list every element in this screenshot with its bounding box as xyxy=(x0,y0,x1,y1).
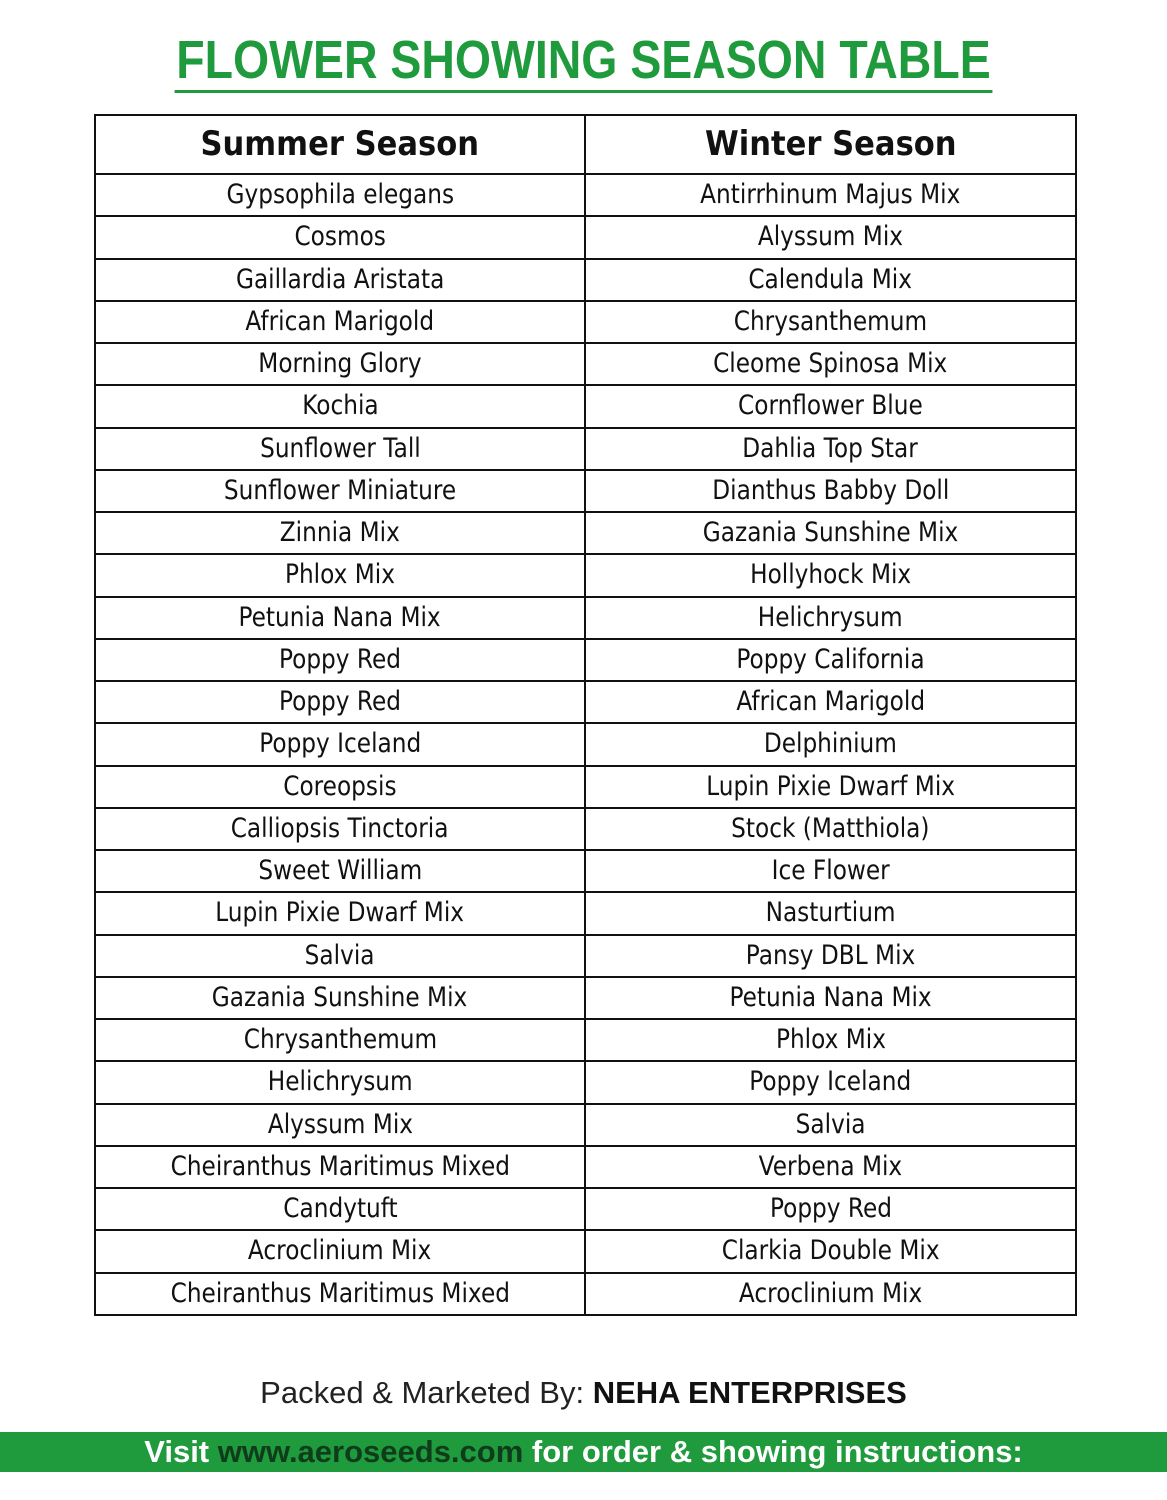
winter-season-cell: Hollyhock Mix xyxy=(585,554,1076,596)
summer-season-cell: Morning Glory xyxy=(95,343,585,385)
table-row xyxy=(95,1104,1076,1146)
winter-season-cell: Phlox Mix xyxy=(585,1019,1076,1061)
summer-season-cell: Petunia Nana Mix xyxy=(95,597,585,639)
table-row xyxy=(95,259,1076,301)
table-row xyxy=(95,977,1076,1019)
summer-season-cell: Salvia xyxy=(95,935,585,977)
table-row xyxy=(95,343,1076,385)
footer-banner xyxy=(0,1432,1167,1472)
table-row xyxy=(95,385,1076,427)
summer-season-cell: Gaillardia Aristata xyxy=(95,259,585,301)
season-table-body xyxy=(95,174,1076,1315)
winter-season-cell: Cleome Spinosa Mix xyxy=(585,343,1076,385)
summer-season-cell: Cheiranthus Maritimus Mixed xyxy=(95,1146,585,1188)
summer-season-cell: Candytuft xyxy=(95,1188,585,1230)
packed-by-line xyxy=(0,1375,1167,1411)
winter-season-cell: Stock (Matthiola) xyxy=(585,808,1076,850)
winter-season-cell: Clarkia Double Mix xyxy=(585,1230,1076,1272)
summer-season-cell: Calliopsis Tinctoria xyxy=(95,808,585,850)
table-row xyxy=(95,935,1076,977)
page-title: FLOWER SHOWING SEASON TABLE xyxy=(175,30,993,93)
winter-season-cell: Cornflower Blue xyxy=(585,385,1076,427)
summer-season-cell: Poppy Iceland xyxy=(95,723,585,765)
table-row xyxy=(95,512,1076,554)
table-row xyxy=(95,174,1076,216)
winter-season-cell: Dahlia Top Star xyxy=(585,428,1076,470)
summer-season-cell: Zinnia Mix xyxy=(95,512,585,554)
table-row xyxy=(95,1230,1076,1272)
season-table xyxy=(94,114,1077,1316)
summer-season-cell: Sunflower Tall xyxy=(95,428,585,470)
summer-season-cell: Poppy Red xyxy=(95,681,585,723)
winter-season-cell: Nasturtium xyxy=(585,892,1076,934)
table-row xyxy=(95,470,1076,512)
table-row xyxy=(95,723,1076,765)
table-row xyxy=(95,1273,1076,1315)
summer-season-cell: Lupin Pixie Dwarf Mix xyxy=(95,892,585,934)
table-row xyxy=(95,597,1076,639)
summer-season-cell: Sweet William xyxy=(95,850,585,892)
table-row xyxy=(95,681,1076,723)
banner-suffix: for order & showing instructions: xyxy=(531,1434,1023,1469)
table-row xyxy=(95,1188,1076,1230)
winter-season-cell: Lupin Pixie Dwarf Mix xyxy=(585,766,1076,808)
winter-season-cell: Verbena Mix xyxy=(585,1146,1076,1188)
summer-season-cell: Poppy Red xyxy=(95,639,585,681)
table-header-row xyxy=(95,115,1076,174)
summer-season-cell: African Marigold xyxy=(95,301,585,343)
table-row xyxy=(95,1061,1076,1103)
summer-season-cell: Sunflower Miniature xyxy=(95,470,585,512)
summer-season-cell: Gypsophila elegans xyxy=(95,174,585,216)
table-row xyxy=(95,428,1076,470)
winter-season-cell: Dianthus Babby Doll xyxy=(585,470,1076,512)
winter-season-cell: Poppy Red xyxy=(585,1188,1076,1230)
winter-season-cell: Acroclinium Mix xyxy=(585,1273,1076,1315)
winter-season-cell: Pansy DBL Mix xyxy=(585,935,1076,977)
summer-season-cell: Gazania Sunshine Mix xyxy=(95,977,585,1019)
table-row xyxy=(95,808,1076,850)
table-row xyxy=(95,554,1076,596)
table-row xyxy=(95,766,1076,808)
table-row xyxy=(95,892,1076,934)
summer-season-cell: Chrysanthemum xyxy=(95,1019,585,1061)
winter-season-cell: Antirrhinum Majus Mix xyxy=(585,174,1076,216)
winter-season-cell: Poppy Iceland xyxy=(585,1061,1076,1103)
table-row xyxy=(95,639,1076,681)
summer-season-cell: Coreopsis xyxy=(95,766,585,808)
summer-season-cell: Alyssum Mix xyxy=(95,1104,585,1146)
banner-prefix: Visit xyxy=(144,1434,210,1469)
page-title-wrap xyxy=(0,30,1167,93)
banner-url-link[interactable]: www.aeroseeds.com xyxy=(217,1434,524,1469)
winter-season-cell: Poppy California xyxy=(585,639,1076,681)
winter-season-cell: Delphinium xyxy=(585,723,1076,765)
winter-season-cell: Helichrysum xyxy=(585,597,1076,639)
header-summer-season: Summer Season xyxy=(95,115,585,174)
winter-season-cell: Ice Flower xyxy=(585,850,1076,892)
packed-prefix: Packed & Marketed By: xyxy=(260,1375,585,1410)
summer-season-cell: Cosmos xyxy=(95,216,585,258)
summer-season-cell: Acroclinium Mix xyxy=(95,1230,585,1272)
packed-brand: NEHA ENTERPRISES xyxy=(592,1375,907,1410)
table-row xyxy=(95,301,1076,343)
summer-season-cell: Cheiranthus Maritimus Mixed xyxy=(95,1273,585,1315)
winter-season-cell: Petunia Nana Mix xyxy=(585,977,1076,1019)
summer-season-cell: Helichrysum xyxy=(95,1061,585,1103)
winter-season-cell: Gazania Sunshine Mix xyxy=(585,512,1076,554)
winter-season-cell: Calendula Mix xyxy=(585,259,1076,301)
table-row xyxy=(95,850,1076,892)
table-row xyxy=(95,216,1076,258)
summer-season-cell: Phlox Mix xyxy=(95,554,585,596)
winter-season-cell: Salvia xyxy=(585,1104,1076,1146)
winter-season-cell: African Marigold xyxy=(585,681,1076,723)
header-winter-season: Winter Season xyxy=(585,115,1076,174)
summer-season-cell: Kochia xyxy=(95,385,585,427)
winter-season-cell: Chrysanthemum xyxy=(585,301,1076,343)
table-row xyxy=(95,1019,1076,1061)
table-row xyxy=(95,1146,1076,1188)
winter-season-cell: Alyssum Mix xyxy=(585,216,1076,258)
